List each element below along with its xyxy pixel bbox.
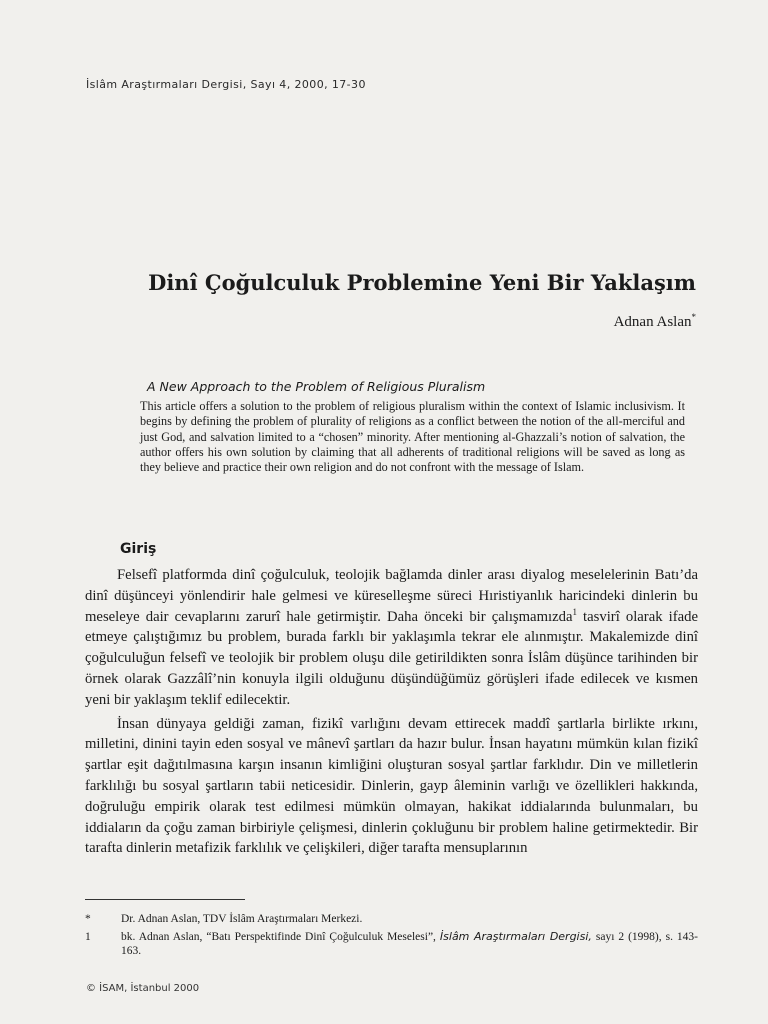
body-text (85, 565, 698, 862)
footnote-2-text-b: sayı 2 (1998), s. 143-163. (121, 931, 698, 957)
footnote-reference: 1 (572, 606, 577, 617)
footnote-2-journal: İslâm Araştırmaları Dergisi, (439, 930, 592, 943)
footnote-2-text (121, 930, 698, 958)
section-heading: Giriş (120, 541, 157, 557)
author-name: Adnan Aslan (613, 314, 692, 330)
footnote-1-text: Dr. Adnan Aslan, TDV İslâm Araştırmaları Merkezi. (121, 913, 363, 925)
paragraph-1-part-2: tasvirî olarak ifade etmeye çalıştığımız bu problem, burada farklı bir yaklaşımla tekrar ele alınmıştır. Makalemizde dinî çoğulculuğun felsefî ve teolojik bir problem oluşu dile getirildikten sonra İslâm düşünce tarihinden bir örnek olarak Gazzâlî’nin konuyla ilgili olduğunu düşündüğümüz görüşleri ifade edilecek ve kısmen yeni bir yaklaşım teklif edilecektir. (85, 608, 698, 708)
abstract-text: This article offers a solution to the problem of religious pluralism within the context of Islamic inclusivism. It begins by defining the problem of plurality of religions as a conflict between the notion of the all-merciful and just God, and salvation limited to a “chosen” minority. After mentioning al-Ghazzali’s notion of salvation, the author offers his own solution by claiming that all adherents of traditional religions will be saved as long as they believe and practice their own religion and do not confront with the message of Islam. (140, 399, 685, 475)
author-footnote-mark: * (691, 312, 696, 322)
paragraph-2: İnsan dünyaya geldiği zaman, fizikî varlığını devam ettirecek maddî şartlarla birlikte ırkını, milletini, dinini tayin eden sosyal ve mânevî şartları da hazır bulur. İnsan hayatını mümkün kılan fizikî şartlar eşit dağıtılmasına karşın insanın kimliğini oluşturan sosyal şartlar farklıdır. Din ve milletlerin farklılığı bu sosyal şartların tabii neticesidir. Dinlerin, gayp âleminin varlığı ve özellikleri hakkında, doğruluğu empirik olarak test edilmesi mümkün olmayan, hakikat iddialarında bulunmaları, bu iddiaların da çoğu zaman birbiriyle çelişmesi, dinlerin çokluğunu bir problem haline getirmektedir. Bir tarafta dinlerin metafizik farklılık ve çelişkileri, diğer tarafta mensuplarının (85, 715, 698, 857)
author-line (614, 312, 696, 331)
footnote-1-mark: * (85, 913, 91, 925)
footnote-2-text-a: bk. Adnan Aslan, “Batı Perspektifinde Dinî Çoğulculuk Meselesi”, (121, 931, 440, 943)
footnote-2-mark: 1 (85, 931, 91, 943)
journal-citation-header: İslâm Araştırmaları Dergisi, Sayı 4, 2000, 17-30 (86, 78, 366, 91)
copyright-footer: © İSAM, İstanbul 2000 (86, 983, 200, 994)
paragraph-1-part-1: Felsefî platformda dinî çoğulculuk, teolojik bağlamda dinler arası diyalog meselelerinin Batı’da dinî düşünceyi yönlendirir hale gelmesi ve küreselleşme süreci Hıristiyanlık haricindeki dinlerin bu meseleye dair cevaplarını zarurî hale getirmiştir. Daha önceki bir çalışmamızda (85, 567, 698, 625)
article-title: Dinî Çoğulculuk Problemine Yeni Bir Yaklaşım (148, 270, 696, 295)
abstract-title: A New Approach to the Problem of Religious Pluralism (147, 379, 486, 394)
paragraph-1 (85, 565, 698, 711)
footnote-divider (85, 899, 245, 900)
